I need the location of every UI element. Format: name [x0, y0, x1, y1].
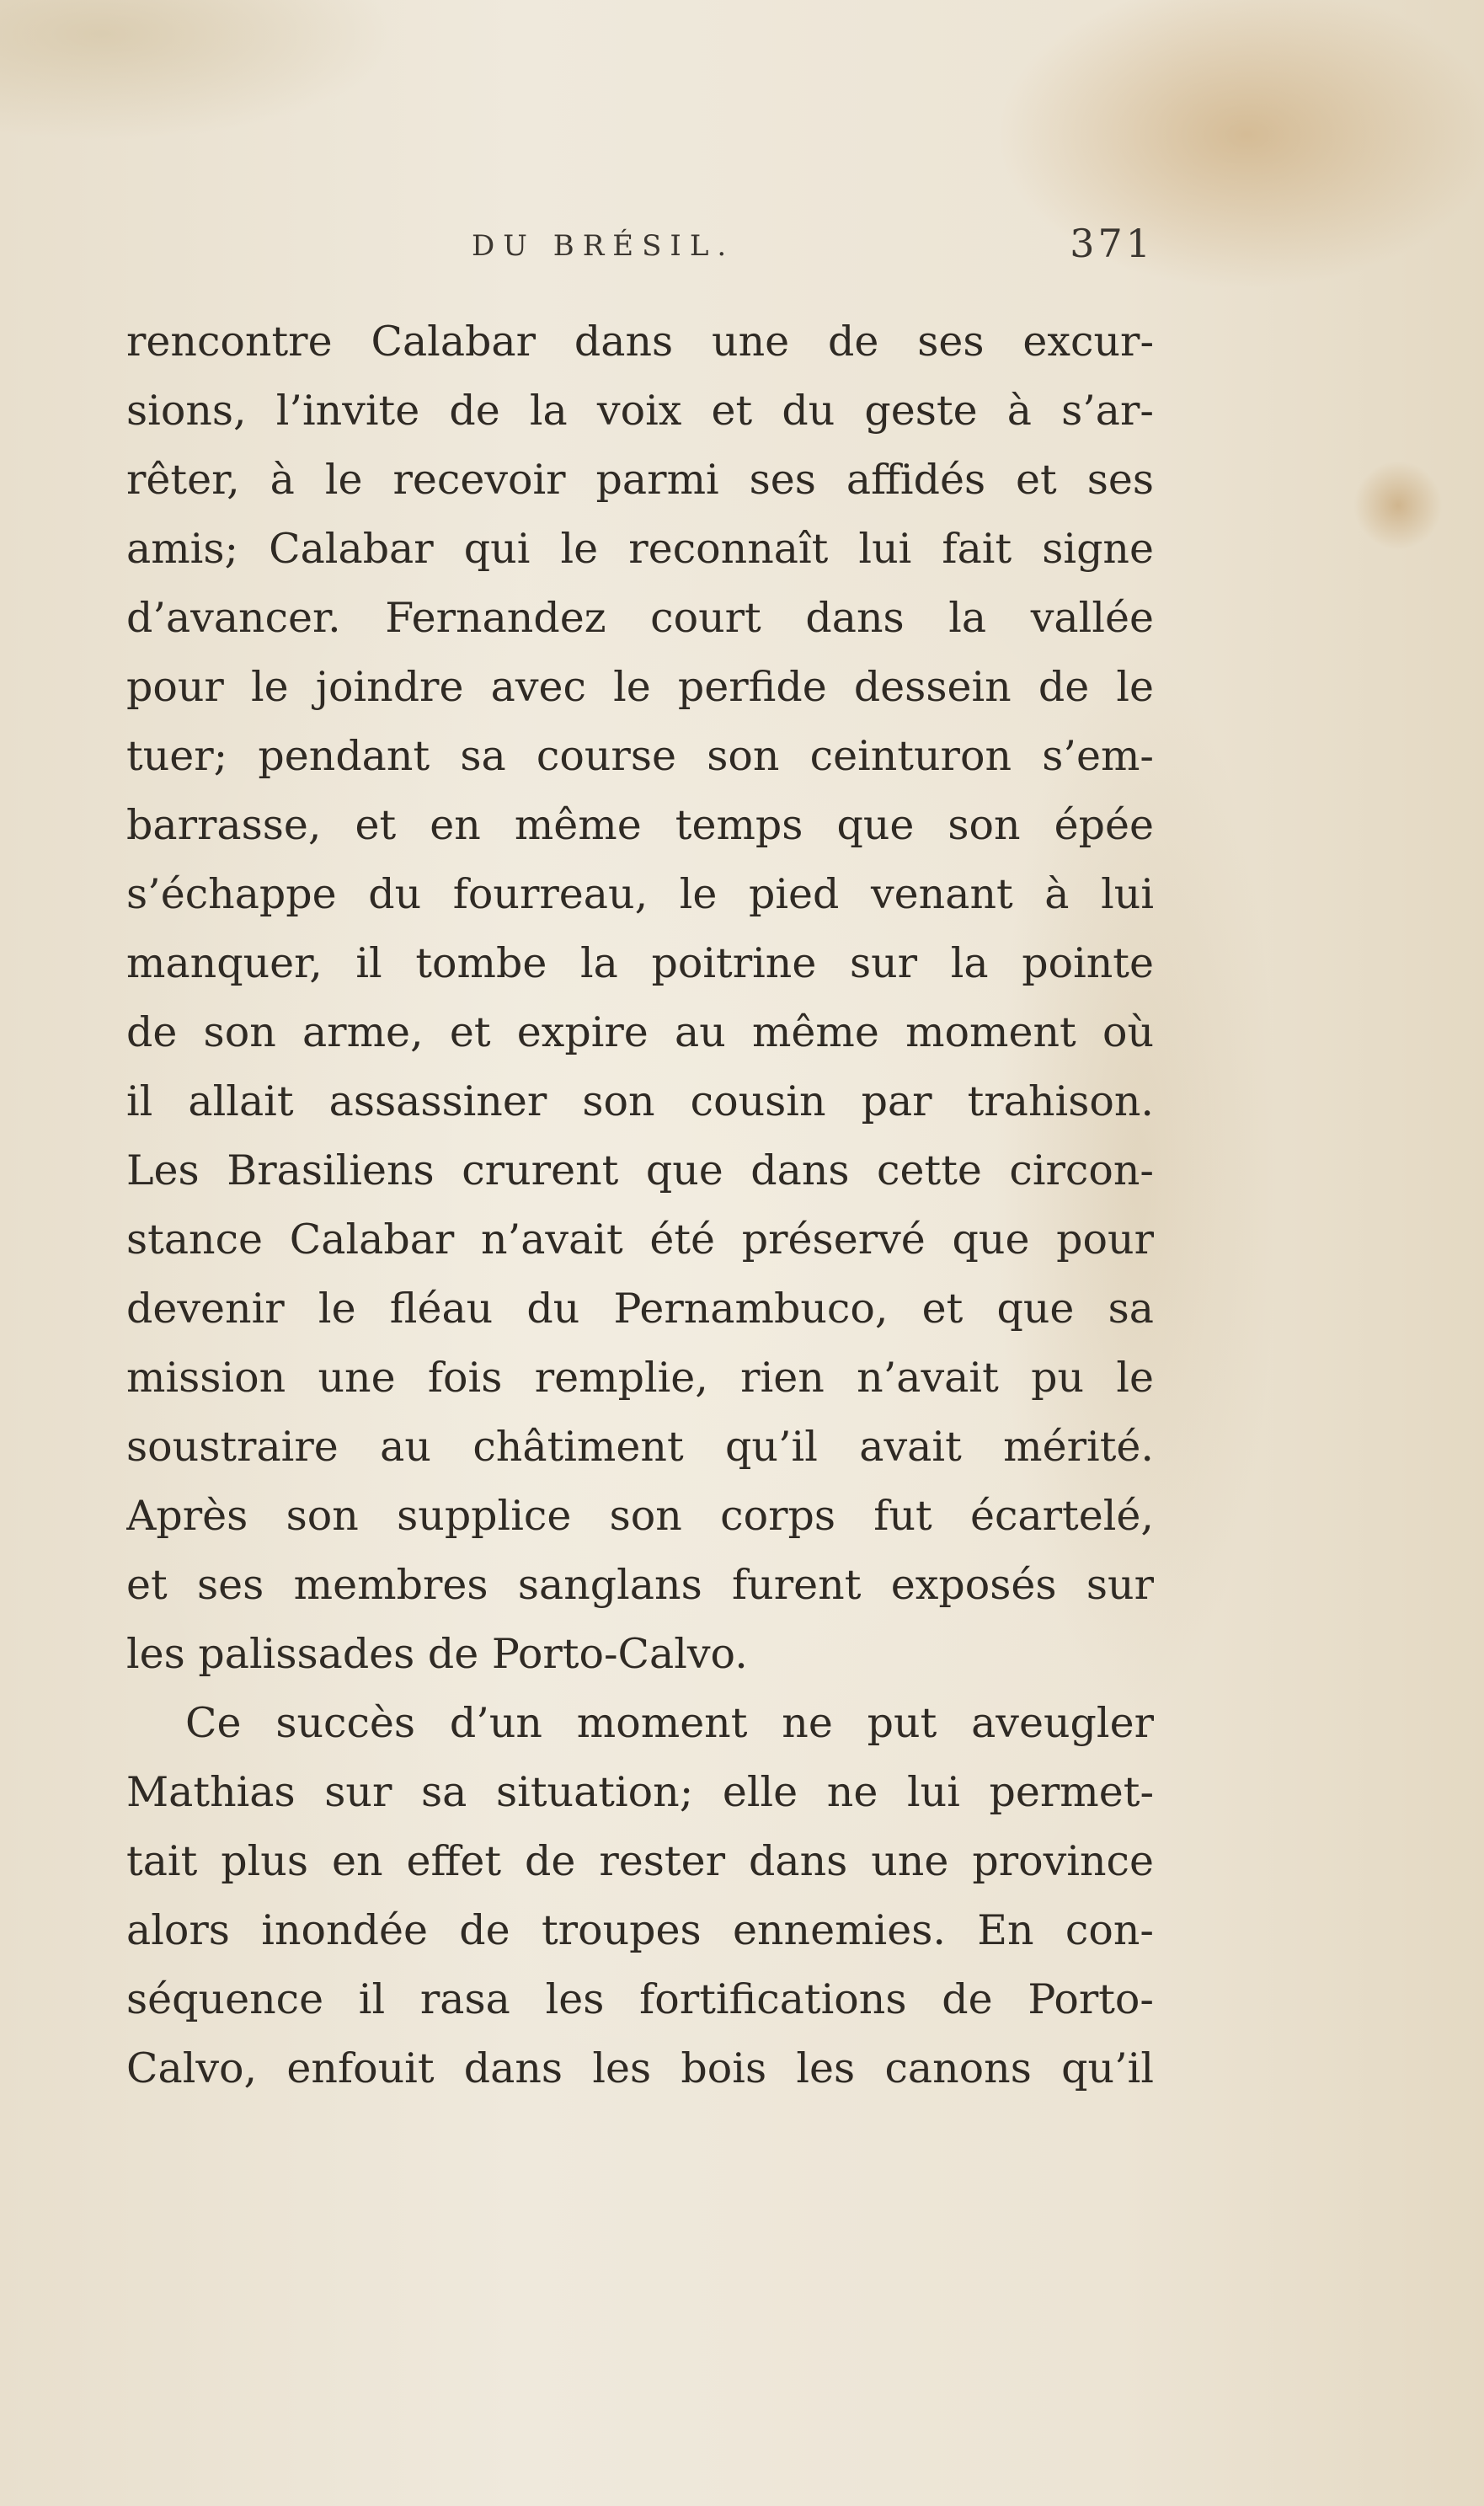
text-line: Les Brasiliens crurent que dans cette circon- [126, 1146, 1154, 1194]
text-line: Calvo, enfouit dans les bois les canons qu’il [126, 2044, 1154, 2092]
text-line: mission une fois remplie, rien n’avait pu le [126, 1354, 1154, 1402]
text-line: d’avancer. Fernandez court dans la vallée [126, 594, 1154, 642]
text-line: barrasse, et en même temps que son épée [126, 801, 1154, 849]
text-line: tuer; pendant sa course son ceinturon s’em- [126, 732, 1154, 780]
text-line: amis; Calabar qui le reconnaît lui fait signe [126, 525, 1154, 573]
text-line: il allait assassiner son cousin par trahison. [126, 1077, 1154, 1125]
text-line: devenir le fléau du Pernambuco, et que sa [126, 1285, 1154, 1333]
text-line: Après son supplice son corps fut écartelé, [126, 1492, 1154, 1540]
text-line: soustraire au châtiment qu’il avait mérité. [126, 1423, 1154, 1471]
text-line: rêter, à le recevoir parmi ses affidés et ses [126, 456, 1154, 504]
body-text [126, 307, 1154, 2103]
page-number: 371 [1070, 221, 1154, 266]
text-line: et ses membres sanglans furent exposés sur [126, 1561, 1154, 1609]
text-line: s’échappe du fourreau, le pied venant à lui [126, 870, 1154, 918]
text-line: stance Calabar n’avait été préservé que pour [126, 1216, 1154, 1264]
page-header [126, 221, 1154, 297]
text-line: pour le joindre avec le perfide dessein de le [126, 663, 1154, 711]
paragraph-start-line: Ce succès d’un moment ne put aveugler [185, 1699, 1154, 1747]
text-line: tait plus en effet de rester dans une province [126, 1837, 1154, 1885]
text-line: alors inondée de troupes ennemies. En con- [126, 1906, 1154, 1954]
running-title: DU BRÉSIL. [472, 229, 735, 263]
text-line: séquence il rasa les fortifications de Porto- [126, 1975, 1154, 2023]
text-line: de son arme, et expire au même moment où [126, 1008, 1154, 1056]
text-line: sions, l’invite de la voix et du geste à s’ar- [126, 387, 1154, 435]
text-line: rencontre Calabar dans une de ses excur- [126, 318, 1154, 366]
text-line: manquer, il tombe la poitrine sur la pointe [126, 939, 1154, 987]
paragraph-end-line: les palissades de Porto-Calvo. [126, 1630, 748, 1678]
text-line: Mathias sur sa situation; elle ne lui permet- [126, 1768, 1154, 1816]
